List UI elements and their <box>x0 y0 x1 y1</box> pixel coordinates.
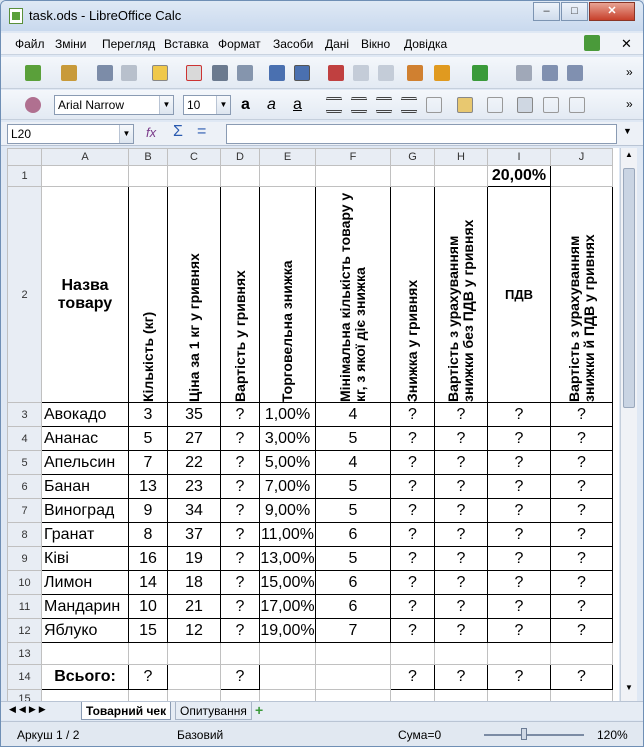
qty-cell[interactable]: 8 <box>129 523 168 547</box>
row-header[interactable]: 14 <box>8 665 42 690</box>
row-header[interactable]: 2 <box>8 187 42 403</box>
table-row <box>8 595 613 619</box>
qty-cell[interactable]: 13 <box>129 475 168 499</box>
sheet-position: Аркуш 1 / 2 <box>17 728 80 742</box>
sheet-nav-icon[interactable]: ◀◀▶▶ <box>9 704 49 714</box>
column-header[interactable]: I <box>488 149 551 166</box>
total-label-cell[interactable]: Всього: <box>42 665 129 690</box>
min-qty-cell[interactable]: 6 <box>316 523 391 547</box>
header-name-cell[interactable]: Назва товару <box>42 187 129 403</box>
product-name-cell[interactable]: Яблуко <box>42 619 129 643</box>
row-header[interactable]: 6 <box>8 475 42 499</box>
row-header[interactable]: 10 <box>8 571 42 595</box>
column-header[interactable]: J <box>551 149 613 166</box>
sum-display: Сума=0 <box>398 728 442 742</box>
toolbar-more-icon[interactable]: » <box>626 65 633 79</box>
menu-file[interactable]: Файл <box>15 37 45 51</box>
sheet-tab[interactable]: Опитування <box>175 702 252 720</box>
price-cell[interactable]: 34 <box>168 499 221 523</box>
discount-uah-cell[interactable]: ? <box>391 619 435 643</box>
min-qty-cell[interactable]: 6 <box>316 595 391 619</box>
cost-no-vat-cell[interactable]: ? <box>435 499 488 523</box>
discount-cell[interactable]: 19,00% <box>260 619 316 643</box>
cost-cell[interactable]: ? <box>221 427 260 451</box>
spreadsheet-grid[interactable] <box>7 148 619 701</box>
price-cell[interactable]: 19 <box>168 547 221 571</box>
new-icon[interactable] <box>25 65 41 81</box>
menu-data[interactable]: Дані <box>325 37 350 51</box>
column-header[interactable]: G <box>391 149 435 166</box>
product-name-cell[interactable]: Банан <box>42 475 129 499</box>
cost-no-vat-cell[interactable]: ? <box>435 427 488 451</box>
zoom-slider-handle[interactable] <box>521 728 527 740</box>
close-button[interactable]: ✕ <box>589 2 635 21</box>
cost-with-vat-cell[interactable]: ? <box>551 571 613 595</box>
discount-uah-cell[interactable]: ? <box>391 571 435 595</box>
row-header[interactable]: 8 <box>8 523 42 547</box>
price-cell[interactable]: 18 <box>168 571 221 595</box>
row-header[interactable]: 4 <box>8 427 42 451</box>
wrap-text-icon[interactable] <box>457 97 473 113</box>
price-cell[interactable]: 27 <box>168 427 221 451</box>
standard-toolbar <box>1 57 643 89</box>
table-row <box>8 571 613 595</box>
discount-uah-cell[interactable]: ? <box>391 403 435 427</box>
product-name-cell[interactable]: Лимон <box>42 571 129 595</box>
total-g-cell[interactable]: ? <box>391 665 435 690</box>
sum-icon[interactable]: Σ <box>173 123 183 140</box>
align-center-icon[interactable] <box>351 97 367 113</box>
menu-help[interactable]: Довідка <box>404 37 448 51</box>
cost-cell[interactable]: ? <box>221 571 260 595</box>
menu-bar <box>1 33 643 55</box>
copy-icon[interactable] <box>353 65 369 81</box>
price-cell[interactable]: 35 <box>168 403 221 427</box>
qty-cell[interactable]: 14 <box>129 571 168 595</box>
vertical-scrollbar[interactable] <box>620 148 637 701</box>
formula-bar <box>1 122 643 146</box>
header-price-cell[interactable]: Ціна за 1 кг у гривнях <box>168 187 221 403</box>
qty-cell[interactable]: 9 <box>129 499 168 523</box>
window-title: task.ods - LibreOffice Calc <box>29 8 182 23</box>
scroll-down-icon[interactable]: ▼ <box>625 683 633 692</box>
price-cell[interactable]: 23 <box>168 475 221 499</box>
vat-cell[interactable]: ? <box>488 523 551 547</box>
cost-no-vat-cell[interactable]: ? <box>435 523 488 547</box>
total-qty-cell[interactable]: ? <box>129 665 168 690</box>
cost-with-vat-cell[interactable]: ? <box>551 427 613 451</box>
zoom-level[interactable]: 120% <box>597 728 628 742</box>
scroll-thumb[interactable] <box>623 168 635 408</box>
min-qty-cell[interactable]: 5 <box>316 427 391 451</box>
title-bar <box>1 1 643 31</box>
row-header[interactable]: 12 <box>8 619 42 643</box>
formula-input[interactable] <box>226 124 617 144</box>
header-qty-cell[interactable]: Кількість (кг) <box>129 187 168 403</box>
chevron-down-icon: ▼ <box>119 125 133 143</box>
cost-cell[interactable]: ? <box>221 547 260 571</box>
align-middle-icon[interactable] <box>543 97 559 113</box>
expand-formula-icon[interactable]: ▼ <box>623 126 632 136</box>
zoom-slider[interactable] <box>484 734 584 736</box>
column-header[interactable]: D <box>221 149 260 166</box>
price-cell[interactable]: 21 <box>168 595 221 619</box>
cost-with-vat-cell[interactable]: ? <box>551 523 613 547</box>
row-header[interactable]: 7 <box>8 499 42 523</box>
qty-cell[interactable]: 16 <box>129 547 168 571</box>
vat-cell[interactable]: ? <box>488 403 551 427</box>
equals-icon[interactable]: = <box>197 123 207 140</box>
cost-with-vat-cell[interactable]: ? <box>551 451 613 475</box>
discount-uah-cell[interactable]: ? <box>391 499 435 523</box>
row-header[interactable]: 15 <box>8 690 42 702</box>
undo-icon[interactable] <box>434 65 450 81</box>
table-row <box>8 547 613 571</box>
cost-no-vat-cell[interactable]: ? <box>435 475 488 499</box>
cost-with-vat-cell[interactable]: ? <box>551 619 613 643</box>
align-right-icon[interactable] <box>376 97 392 113</box>
save-icon[interactable] <box>97 65 113 81</box>
toolbar-more-icon[interactable]: » <box>626 97 633 111</box>
total-j-cell[interactable]: ? <box>551 665 613 690</box>
qty-cell[interactable]: 5 <box>129 427 168 451</box>
row-header[interactable]: 5 <box>8 451 42 475</box>
sort-asc-icon[interactable] <box>542 65 558 81</box>
shrink-icon[interactable] <box>487 97 503 113</box>
discount-cell[interactable]: 11,00% <box>260 523 316 547</box>
header-cost-no-vat-cell[interactable]: Вартість з урахуванням знижки без ПДВ у гривнях <box>435 187 488 403</box>
function-wizard-icon[interactable]: fx <box>146 125 157 140</box>
email-icon[interactable] <box>121 65 137 81</box>
vat-cell[interactable]: ? <box>488 499 551 523</box>
clone-format-icon[interactable] <box>407 65 423 81</box>
discount-cell[interactable]: 17,00% <box>260 595 316 619</box>
menu-insert[interactable]: Вставка <box>164 37 209 51</box>
table-row <box>8 499 613 523</box>
cost-cell[interactable]: ? <box>221 499 260 523</box>
pdf-icon[interactable] <box>186 65 202 81</box>
min-qty-cell[interactable]: 4 <box>316 403 391 427</box>
min-qty-cell[interactable]: 5 <box>316 499 391 523</box>
vat-cell[interactable]: ? <box>488 547 551 571</box>
total-h-cell[interactable]: ? <box>435 665 488 690</box>
product-name-cell[interactable]: Виноград <box>42 499 129 523</box>
menu-view[interactable]: Перегляд <box>102 37 156 51</box>
sheet-tab-active[interactable]: Товарний чек <box>81 702 171 720</box>
discount-uah-cell[interactable]: ? <box>391 451 435 475</box>
align-bottom-icon[interactable] <box>569 97 585 113</box>
vat-cell[interactable]: ? <box>488 427 551 451</box>
discount-cell[interactable]: 3,00% <box>260 427 316 451</box>
row-header[interactable]: 9 <box>8 547 42 571</box>
discount-uah-cell[interactable]: ? <box>391 475 435 499</box>
discount-uah-cell[interactable]: ? <box>391 547 435 571</box>
cost-cell[interactable]: ? <box>221 475 260 499</box>
product-name-cell[interactable]: Ківі <box>42 547 129 571</box>
vat-cell[interactable]: ? <box>488 619 551 643</box>
header-cost-cell[interactable]: Вартість у гривнях <box>221 187 260 403</box>
cut-icon[interactable] <box>328 65 344 81</box>
page-style: Базовий <box>177 728 224 742</box>
name-box[interactable]: L20 ▼ <box>7 124 134 144</box>
discount-cell[interactable]: 9,00% <box>260 499 316 523</box>
discount-cell[interactable]: 1,00% <box>260 403 316 427</box>
discount-cell[interactable]: 7,00% <box>260 475 316 499</box>
font-name-select[interactable]: Arial Narrow ▼ <box>54 95 174 115</box>
font-size-select[interactable]: 10 ▼ <box>183 95 231 115</box>
justify-icon[interactable] <box>401 97 417 113</box>
table-row <box>8 523 613 547</box>
row-header[interactable]: 1 <box>8 166 42 187</box>
qty-cell[interactable]: 3 <box>129 403 168 427</box>
table-row <box>8 619 613 643</box>
header-discount-uah-cell[interactable]: Знижка у гривнях <box>391 187 435 403</box>
vat-cell[interactable]: ? <box>488 475 551 499</box>
column-header[interactable]: E <box>260 149 316 166</box>
autospell-icon[interactable] <box>294 65 310 81</box>
print-icon[interactable] <box>212 65 228 81</box>
min-qty-cell[interactable]: 5 <box>316 475 391 499</box>
italic-icon[interactable]: a <box>267 96 276 113</box>
qty-cell[interactable]: 7 <box>129 451 168 475</box>
price-cell[interactable]: 37 <box>168 523 221 547</box>
menu-tools[interactable]: Засоби <box>273 37 314 51</box>
vat-cell[interactable]: ? <box>488 451 551 475</box>
discount-uah-cell[interactable]: ? <box>391 595 435 619</box>
close-doc-icon[interactable]: ✕ <box>621 36 632 51</box>
discount-cell[interactable]: 13,00% <box>260 547 316 571</box>
cost-cell[interactable]: ? <box>221 619 260 643</box>
styles-icon[interactable] <box>25 97 41 113</box>
cost-no-vat-cell[interactable]: ? <box>435 595 488 619</box>
header-vat-cell[interactable]: ПДВ <box>488 187 551 403</box>
cost-cell[interactable]: ? <box>221 403 260 427</box>
header-discount-cell[interactable]: Торговельна знижка <box>260 187 316 403</box>
pdv-rate-cell[interactable]: 20,00% <box>488 166 551 187</box>
cost-with-vat-cell[interactable]: ? <box>551 499 613 523</box>
discount-uah-cell[interactable]: ? <box>391 427 435 451</box>
update-icon[interactable] <box>584 35 600 51</box>
product-name-cell[interactable]: Апельсин <box>42 451 129 475</box>
product-name-cell[interactable]: Мандарин <box>42 595 129 619</box>
align-top-icon[interactable] <box>517 97 533 113</box>
min-qty-cell[interactable]: 7 <box>316 619 391 643</box>
row-header[interactable]: 13 <box>8 643 42 665</box>
table-row <box>8 451 613 475</box>
qty-cell[interactable]: 15 <box>129 619 168 643</box>
chevron-down-icon: ▼ <box>159 96 173 114</box>
menu-format[interactable]: Формат <box>218 37 261 51</box>
scroll-up-icon[interactable]: ▲ <box>625 150 633 159</box>
status-bar <box>1 721 643 747</box>
min-qty-cell[interactable]: 6 <box>316 571 391 595</box>
column-header[interactable]: F <box>316 149 391 166</box>
min-qty-cell[interactable]: 4 <box>316 451 391 475</box>
redo-icon[interactable] <box>472 65 488 81</box>
vat-cell[interactable]: ? <box>488 595 551 619</box>
product-name-cell[interactable]: Авокадо <box>42 403 129 427</box>
underline-icon[interactable]: a <box>293 96 302 113</box>
table-row <box>8 403 613 427</box>
menu-edit[interactable]: Зміни <box>55 37 87 51</box>
column-header[interactable]: H <box>435 149 488 166</box>
cost-cell[interactable]: ? <box>221 523 260 547</box>
price-cell[interactable]: 12 <box>168 619 221 643</box>
column-header[interactable]: A <box>42 149 129 166</box>
formatting-toolbar <box>1 90 643 120</box>
bold-icon[interactable]: a <box>241 96 250 113</box>
cost-with-vat-cell[interactable]: ? <box>551 475 613 499</box>
print-preview-icon[interactable] <box>237 65 253 81</box>
open-icon[interactable] <box>61 65 77 81</box>
chevron-down-icon: ▼ <box>216 96 230 114</box>
cost-no-vat-cell[interactable]: ? <box>435 619 488 643</box>
cost-with-vat-cell[interactable]: ? <box>551 403 613 427</box>
row-header[interactable]: 11 <box>8 595 42 619</box>
align-left-icon[interactable] <box>326 97 342 113</box>
cost-cell[interactable]: ? <box>221 595 260 619</box>
header-cost-with-vat-cell[interactable]: Вартість з урахуванням знижки й ПДВ у гривнях <box>551 187 613 403</box>
discount-uah-cell[interactable]: ? <box>391 523 435 547</box>
sort-desc-icon[interactable] <box>567 65 583 81</box>
cost-cell[interactable]: ? <box>221 451 260 475</box>
menu-window[interactable]: Вікно <box>361 37 391 51</box>
cost-no-vat-cell[interactable]: ? <box>435 451 488 475</box>
minimize-button[interactable]: – <box>533 2 560 21</box>
total-i-cell[interactable]: ? <box>488 665 551 690</box>
edit-mode-icon[interactable] <box>152 65 168 81</box>
column-header[interactable]: B <box>129 149 168 166</box>
column-header[interactable]: C <box>168 149 221 166</box>
paste-icon[interactable] <box>378 65 394 81</box>
table-row <box>8 475 613 499</box>
sheet-tab-bar <box>1 701 643 720</box>
hyperlink-icon[interactable] <box>516 65 532 81</box>
qty-cell[interactable]: 10 <box>129 595 168 619</box>
table-row <box>8 427 613 451</box>
calc-app-icon <box>9 8 23 24</box>
min-qty-cell[interactable]: 5 <box>316 547 391 571</box>
corner-cell[interactable] <box>8 149 42 166</box>
total-cost-cell[interactable]: ? <box>221 665 260 690</box>
price-cell[interactable]: 22 <box>168 451 221 475</box>
product-name-cell[interactable]: Ананас <box>42 427 129 451</box>
discount-cell[interactable]: 15,00% <box>260 571 316 595</box>
spellcheck-icon[interactable] <box>269 65 285 81</box>
merge-cells-icon[interactable] <box>426 97 442 113</box>
row-header[interactable]: 3 <box>8 403 42 427</box>
cost-no-vat-cell[interactable]: ? <box>435 547 488 571</box>
header-minqty-cell[interactable]: Мінімальна кількість товару у кг, з якої діє знижка <box>316 187 391 403</box>
product-name-cell[interactable]: Гранат <box>42 523 129 547</box>
cost-no-vat-cell[interactable]: ? <box>435 571 488 595</box>
cost-with-vat-cell[interactable]: ? <box>551 547 613 571</box>
add-sheet-button[interactable]: + <box>255 702 264 718</box>
cost-no-vat-cell[interactable]: ? <box>435 403 488 427</box>
discount-cell[interactable]: 5,00% <box>260 451 316 475</box>
vat-cell[interactable]: ? <box>488 571 551 595</box>
cost-with-vat-cell[interactable]: ? <box>551 595 613 619</box>
maximize-button[interactable]: □ <box>561 2 588 21</box>
